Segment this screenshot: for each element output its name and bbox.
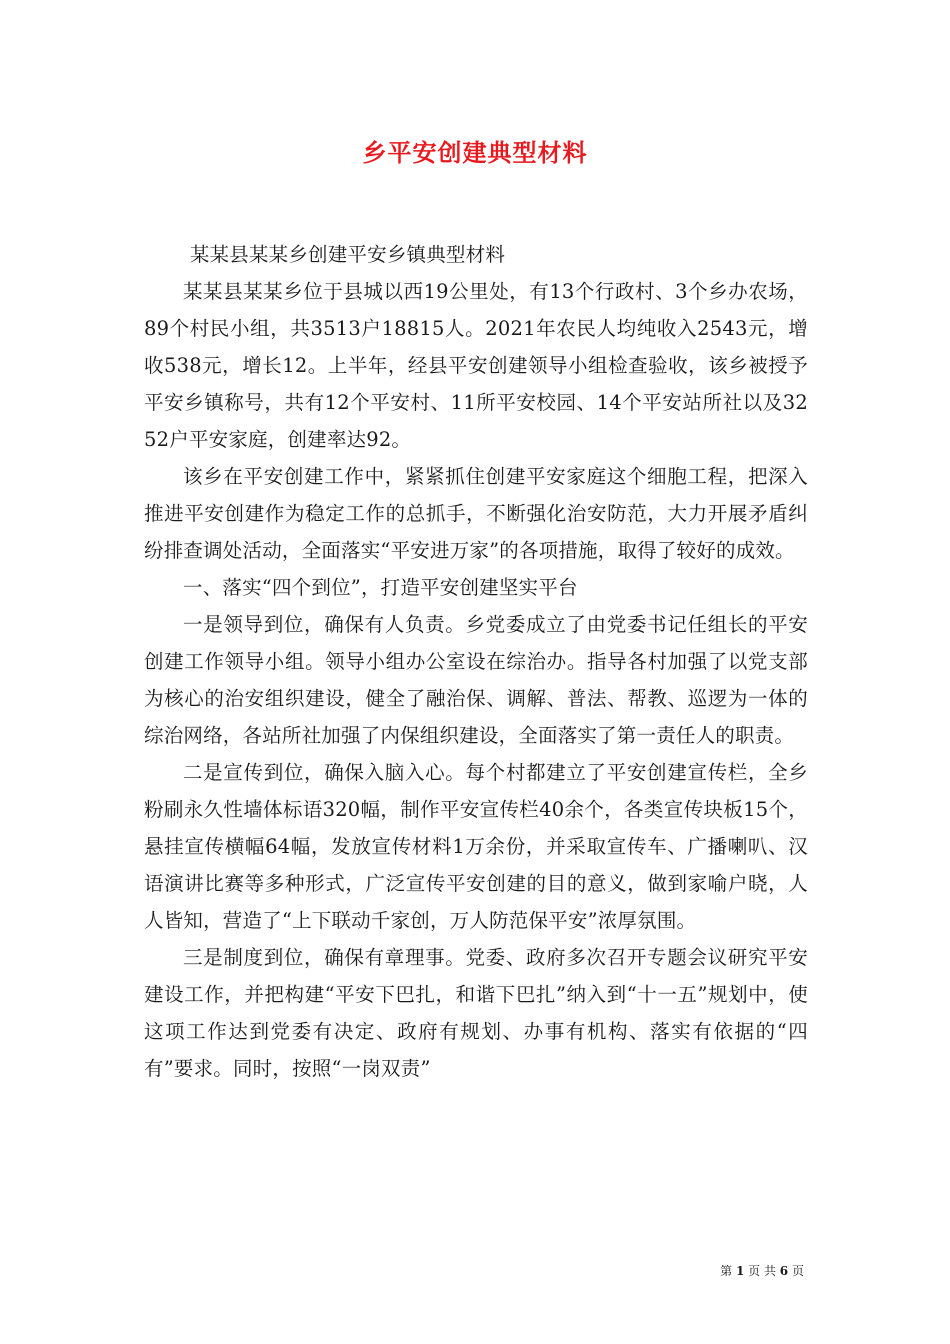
paragraph-summary: 该乡在平安创建工作中，紧紧抓住创建平安家庭这个细胞工程，把深入推进平安创建作为稳定工作的总抓手，不断强化治安防范，大力开展矛盾纠纷排查调处活动，全面落实“平安进万家”的各项措施，取得了较好的成效。 (144, 465, 808, 562)
page-footer (720, 1262, 804, 1279)
paragraph-overview: 某某县某某乡位于县城以西19公里处，有13个行政村、3个乡办农场，89个村民小组，共3513户18815人。2021年农民人均纯收入2543元，增收538元，增长12。上半年，经县平安创建领导小组检查验收，该乡被授予平安乡镇称号，共有12个平安村、11所平安校园、14个平安站所社以及3252户平安家庭，创建率达92。 (144, 280, 808, 451)
document-body (144, 236, 808, 1087)
paragraph-system: 三是制度到位，确保有章理事。党委、政府多次召开专题会议研究平安建设工作，并把构建“平安下巴扎，和谐下巴扎”纳入到“十一五”规划中，使这项工作达到党委有决定、政府有规划、办事有机构、落实有依据的“四有”要求。同时，按照“一岗双责” (144, 946, 808, 1080)
document-title: 乡平安创建典型材料 (362, 138, 588, 167)
paragraph-subtitle: 某某县某某乡创建平安乡镇典型材料 (189, 243, 506, 266)
section-heading-1: 一、落实“四个到位”，打造平安创建坚实平台 (183, 576, 578, 599)
footer-suffix: 页 (791, 1264, 804, 1278)
footer-prefix: 第 (720, 1264, 733, 1278)
paragraph-leadership: 一是领导到位，确保有人负责。乡党委成立了由党委书记任组长的平安创建工作领导小组。领导小组办公室设在综治办。指导各村加强了以党支部为核心的治安组织建设，健全了融治保、调解、普法、帮教、巡逻为一体的综治网络，各站所社加强了内保组织建设，全面落实了第一责任人的职责。 (144, 613, 808, 747)
paragraph-publicity: 二是宣传到位，确保入脑入心。每个村都建立了平安创建宣传栏，全乡粉刷永久性墙体标语320幅，制作平安宣传栏40余个，各类宣传块板15个，悬挂宣传横幅64幅，发放宣传材料1万余份，并采取宣传车、广播喇叭、汉语演讲比赛等多种形式，广泛宣传平安创建的目的意义，做到家喻户晓，人人皆知，营造了“上下联动千家创，万人防范保平安”浓厚氛围。 (144, 761, 808, 932)
footer-middle: 页 共 (748, 1264, 776, 1278)
footer-total-pages: 6 (779, 1264, 789, 1278)
footer-page-number: 1 (735, 1264, 745, 1278)
